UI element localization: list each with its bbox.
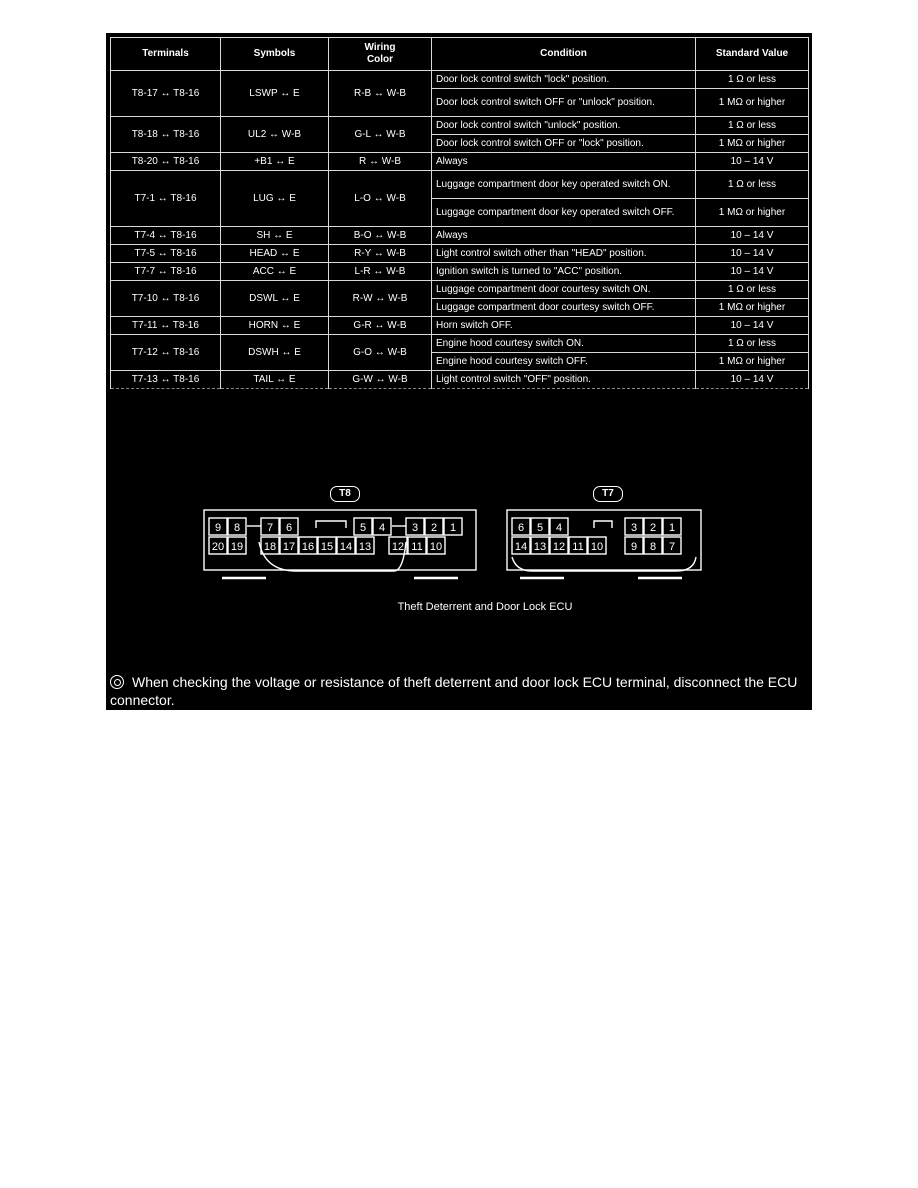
connector-t8 — [204, 510, 476, 578]
pin-t8-15: 15 — [320, 541, 334, 553]
cell-condition: Door lock control switch "unlock" position. — [432, 117, 696, 135]
pin-t8-19: 19 — [230, 541, 244, 553]
header-standard-value: Standard Value — [696, 38, 809, 71]
header-symbols: Symbols — [221, 38, 329, 71]
cell-wiring: G-O ↔ W-B — [329, 335, 432, 371]
cell-symbols: UL2 ↔ W-B — [221, 117, 329, 153]
cell-condition: Door lock control switch OFF or "unlock" position. — [432, 89, 696, 117]
pin-t8-18: 18 — [263, 541, 277, 553]
pin-t7-3: 3 — [630, 522, 638, 534]
connector-t7-housing — [507, 510, 701, 570]
cell-terminals: T7-5 ↔ T8-16 — [111, 245, 221, 263]
cell-value: 1 MΩ or higher — [696, 89, 809, 117]
cell-condition: Horn switch OFF. — [432, 317, 696, 335]
cell-wiring: R ↔ W-B — [329, 153, 432, 171]
pin-t7-9: 9 — [630, 541, 638, 553]
cell-symbols: ACC ↔ E — [221, 263, 329, 281]
pin-t8-14: 14 — [339, 541, 353, 553]
cell-wiring: G-L ↔ W-B — [329, 117, 432, 153]
cell-wiring: B-O ↔ W-B — [329, 227, 432, 245]
cell-value: 1 MΩ or higher — [696, 199, 809, 227]
cell-condition: Light control switch "OFF" position. — [432, 371, 696, 389]
header-wiring-line2: Color — [366, 54, 394, 65]
pin-t7-8: 8 — [649, 541, 657, 553]
spec-panel — [106, 33, 812, 710]
cell-terminals: T7-1 ↔ T8-16 — [111, 171, 221, 227]
cell-value: 1 MΩ or higher — [696, 353, 809, 371]
connector-t7-label: T7 — [593, 486, 623, 502]
pin-t7-14: 14 — [514, 541, 528, 553]
cell-wiring: R-W ↔ W-B — [329, 281, 432, 317]
pin-t7-6: 6 — [517, 522, 525, 534]
cell-condition: Luggage compartment door key operated switch OFF. — [432, 199, 696, 227]
pin-t8-13: 13 — [358, 541, 372, 553]
cell-value: 1 Ω or less — [696, 335, 809, 353]
cell-value: 1 Ω or less — [696, 281, 809, 299]
connector-t7-notch — [594, 521, 612, 528]
pin-t8-3: 3 — [411, 522, 419, 534]
connector-t8-label: T8 — [330, 486, 360, 502]
connector-t7 — [507, 510, 701, 578]
header-terminals: Terminals — [111, 38, 221, 71]
pin-t8-5: 5 — [359, 522, 367, 534]
cell-symbols: DSWH ↔ E — [221, 335, 329, 371]
cell-wiring: L-R ↔ W-B — [329, 263, 432, 281]
ecu-caption: Theft Deterrent and Door Lock ECU — [397, 601, 573, 613]
header-condition: Condition — [432, 38, 696, 71]
pin-t7-12: 12 — [552, 541, 566, 553]
cell-terminals: T7-4 ↔ T8-16 — [111, 227, 221, 245]
cell-value: 1 MΩ or higher — [696, 299, 809, 317]
pin-t8-1: 1 — [449, 522, 457, 534]
cell-condition: Always — [432, 153, 696, 171]
connector-t8-housing — [204, 510, 476, 570]
cell-value: 1 Ω or less — [696, 171, 809, 199]
cell-condition: Light control switch other than "HEAD" position. — [432, 245, 696, 263]
cell-terminals: T7-12 ↔ T8-16 — [111, 335, 221, 371]
cell-terminals: T8-17 ↔ T8-16 — [111, 71, 221, 117]
pin-t8-9: 9 — [214, 522, 222, 534]
cell-symbols: DSWL ↔ E — [221, 281, 329, 317]
pin-t7-10: 10 — [590, 541, 604, 553]
cell-condition: Always — [432, 227, 696, 245]
connector-t7-key — [512, 557, 696, 571]
ecu-note — [110, 673, 810, 709]
cell-condition: Door lock control switch "lock" position. — [432, 71, 696, 89]
cell-condition: Ignition switch is turned to "ACC" position. — [432, 263, 696, 281]
cell-value: 10 – 14 V — [696, 263, 809, 281]
cell-terminals: T7-7 ↔ T8-16 — [111, 263, 221, 281]
pin-t7-11: 11 — [572, 541, 584, 553]
cell-symbols: LSWP ↔ E — [221, 71, 329, 117]
pin-t8-17: 17 — [282, 541, 296, 553]
pin-t8-7: 7 — [266, 522, 274, 534]
cell-wiring: R-B ↔ W-B — [329, 71, 432, 117]
pin-t7-5: 5 — [536, 522, 544, 534]
cell-symbols: TAIL ↔ E — [221, 371, 329, 389]
cell-symbols: SH ↔ E — [221, 227, 329, 245]
cell-value: 10 – 14 V — [696, 371, 809, 389]
cell-condition: Engine hood courtesy switch OFF. — [432, 353, 696, 371]
pin-t8-16: 16 — [301, 541, 315, 553]
pin-t7-1: 1 — [668, 522, 676, 534]
cell-value: 10 – 14 V — [696, 317, 809, 335]
cell-wiring: R-Y ↔ W-B — [329, 245, 432, 263]
pin-t8-8: 8 — [233, 522, 241, 534]
cell-condition: Luggage compartment door key operated switch ON. — [432, 171, 696, 199]
cell-symbols: HEAD ↔ E — [221, 245, 329, 263]
pin-t8-2: 2 — [430, 522, 438, 534]
cell-symbols: HORN ↔ E — [221, 317, 329, 335]
pin-t7-2: 2 — [649, 522, 657, 534]
cell-condition: Luggage compartment door courtesy switch OFF. — [432, 299, 696, 317]
cell-value: 1 Ω or less — [696, 117, 809, 135]
cell-condition: Engine hood courtesy switch ON. — [432, 335, 696, 353]
cell-terminals: T7-13 ↔ T8-16 — [111, 371, 221, 389]
cell-terminals: T8-18 ↔ T8-16 — [111, 117, 221, 153]
cell-symbols: +B1 ↔ E — [221, 153, 329, 171]
cell-value: 10 – 14 V — [696, 245, 809, 263]
cell-terminals: T7-10 ↔ T8-16 — [111, 281, 221, 317]
cell-wiring: G-W ↔ W-B — [329, 371, 432, 389]
note-text: When checking the voltage or resistance of theft deterrent and door lock ECU terminal, disconnect the ECU connector. — [110, 674, 798, 708]
bullseye-icon — [110, 675, 124, 689]
connector-diagrams — [106, 33, 812, 633]
pin-t8-20: 20 — [211, 541, 225, 553]
cell-value: 10 – 14 V — [696, 153, 809, 171]
pin-t7-13: 13 — [533, 541, 547, 553]
cell-symbols: LUG ↔ E — [221, 171, 329, 227]
cell-terminals: T7-11 ↔ T8-16 — [111, 317, 221, 335]
cell-terminals: T8-20 ↔ T8-16 — [111, 153, 221, 171]
pin-t7-4: 4 — [555, 522, 563, 534]
cell-value: 10 – 14 V — [696, 227, 809, 245]
cell-wiring: G-R ↔ W-B — [329, 317, 432, 335]
pin-t8-11: 11 — [411, 541, 423, 553]
connector-t8-notch — [316, 521, 346, 528]
cell-value: 1 Ω or less — [696, 71, 809, 89]
pin-t8-6: 6 — [285, 522, 293, 534]
cell-condition: Luggage compartment door courtesy switch ON. — [432, 281, 696, 299]
header-wiring-line1: Wiring — [364, 42, 396, 53]
pin-t8-4: 4 — [378, 522, 386, 534]
pin-t8-12: 12 — [391, 541, 405, 553]
cell-condition: Door lock control switch OFF or "lock" position. — [432, 135, 696, 153]
pin-t8-10: 10 — [429, 541, 443, 553]
pin-t7-7: 7 — [668, 541, 676, 553]
cell-wiring: L-O ↔ W-B — [329, 171, 432, 227]
cell-value: 1 MΩ or higher — [696, 135, 809, 153]
